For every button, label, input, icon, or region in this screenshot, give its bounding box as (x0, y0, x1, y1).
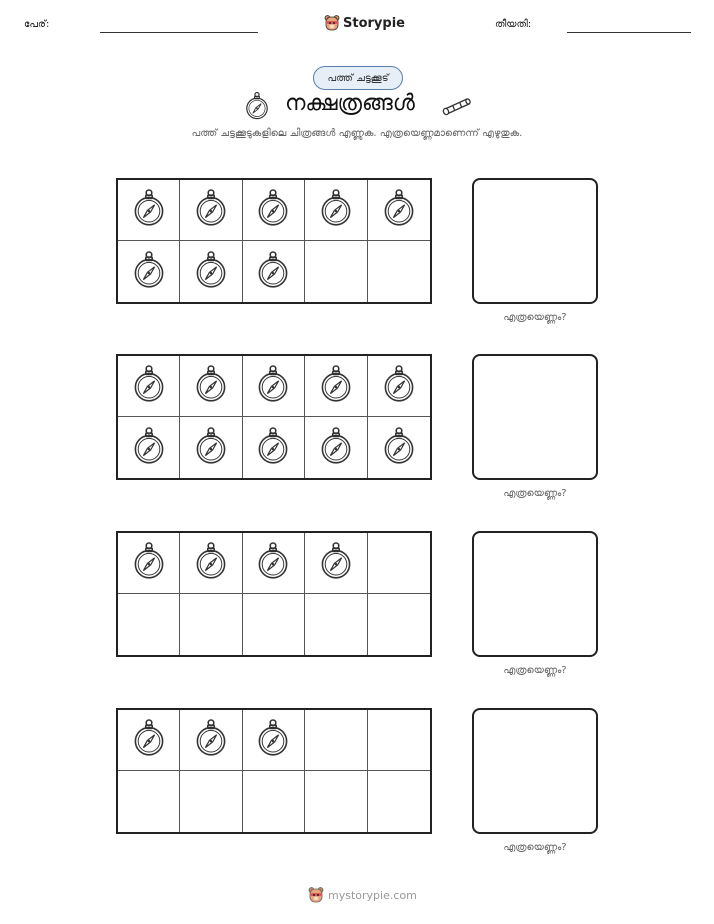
ten-frame-cell (368, 533, 430, 594)
ten-frame-cell (368, 356, 430, 417)
ten-frame-cell (180, 533, 242, 594)
ten-frame-cell (368, 241, 430, 302)
footer-url: mystorypie.com (328, 888, 417, 902)
bear-mascot-icon (324, 14, 340, 32)
compass-icon (129, 716, 169, 764)
title-row (0, 90, 714, 122)
worksheet-title: നക്ഷത്രങ്ങൾ (285, 91, 415, 116)
ten-frame-cell (368, 594, 430, 655)
compass-icon (191, 539, 231, 587)
answer-prompt: എത്രയെണ്ണം? (503, 842, 567, 853)
answer-box-3[interactable] (472, 531, 598, 657)
ten-frame-cell (180, 417, 242, 478)
ten-frame-cell (243, 241, 305, 302)
ten-frame-cell (118, 241, 180, 302)
ten-frame-cell (305, 241, 367, 302)
compass-icon (253, 716, 293, 764)
storypie-logo (324, 13, 405, 33)
ten-frame-cell (243, 771, 305, 832)
ten-frame-2 (116, 354, 432, 480)
answer-box-4[interactable] (472, 708, 598, 834)
ten-frame-cell (118, 710, 180, 771)
date-field-line[interactable] (567, 32, 691, 33)
ten-frame-cell (243, 356, 305, 417)
ten-frame-cell (243, 533, 305, 594)
answer-box-1[interactable] (472, 178, 598, 304)
compass-icon (191, 248, 231, 296)
compass-icon (242, 91, 272, 121)
compass-icon (129, 362, 169, 410)
brand-name: Storypie (343, 15, 405, 31)
ten-frame-cell (118, 356, 180, 417)
answer-prompt: എത്രയെണ്ണം? (503, 488, 567, 499)
ten-frame-1 (116, 178, 432, 304)
ten-frame-cell (243, 594, 305, 655)
answer-prompt: എത്രയെണ്ണം? (503, 665, 567, 676)
ten-frame-cell (368, 417, 430, 478)
compass-icon (129, 539, 169, 587)
answer-prompt: എത്രയെണ്ണം? (503, 312, 567, 323)
ten-frame-cell (305, 710, 367, 771)
compass-icon (253, 186, 293, 234)
compass-icon (379, 362, 419, 410)
ten-frame-cell (118, 180, 180, 241)
compass-icon (253, 248, 293, 296)
ten-frame-cell (305, 771, 367, 832)
compass-icon (191, 716, 231, 764)
ten-frame-cell (368, 771, 430, 832)
ten-frame-cell (180, 180, 242, 241)
ten-frame-3 (116, 531, 432, 657)
ten-frame-cell (180, 241, 242, 302)
ten-frame-cell (368, 710, 430, 771)
ten-frame-cell (180, 594, 242, 655)
compass-icon (129, 424, 169, 472)
ten-frame-cell (305, 356, 367, 417)
compass-icon (253, 424, 293, 472)
compass-icon (379, 186, 419, 234)
compass-icon (316, 362, 356, 410)
compass-icon (316, 186, 356, 234)
ten-frame-cell (180, 771, 242, 832)
compass-icon (379, 424, 419, 472)
ten-frame-4 (116, 708, 432, 834)
compass-icon (129, 248, 169, 296)
ten-frame-cell (305, 533, 367, 594)
compass-icon (191, 424, 231, 472)
name-field-line[interactable] (100, 32, 258, 33)
ten-frame-cell (305, 417, 367, 478)
topic-badge: പത്ത് ചട്ടക്കൂട് (313, 66, 403, 90)
compass-icon (253, 539, 293, 587)
ten-frame-cell (180, 710, 242, 771)
bear-mascot-icon (308, 886, 324, 904)
ten-frame-cell (243, 710, 305, 771)
answer-box-2[interactable] (472, 354, 598, 480)
compass-icon (191, 186, 231, 234)
ten-frame-cell (118, 533, 180, 594)
ten-frame-cell (243, 417, 305, 478)
compass-icon (253, 362, 293, 410)
ten-frame-cell (368, 180, 430, 241)
name-label: പേര്: (24, 19, 50, 30)
ten-frame-cell (118, 417, 180, 478)
date-label: തീയതി: (495, 19, 532, 30)
compass-icon (316, 424, 356, 472)
ten-frame-cell (305, 594, 367, 655)
compass-icon (191, 362, 231, 410)
ten-frame-cell (118, 594, 180, 655)
footer (308, 886, 417, 904)
compass-icon (316, 539, 356, 587)
ten-frame-cell (305, 180, 367, 241)
instructions: പത്ത് ചട്ടക്കൂടുകളിലെ ചിത്രങ്ങൾ എണ്ണുക. എത്രയെണ്ണമാണെന്ന് എഴുതുക. (191, 128, 523, 139)
ten-frame-cell (180, 356, 242, 417)
ten-frame-cell (243, 180, 305, 241)
telescope-icon (441, 95, 473, 117)
ten-frame-cell (118, 771, 180, 832)
compass-icon (129, 186, 169, 234)
